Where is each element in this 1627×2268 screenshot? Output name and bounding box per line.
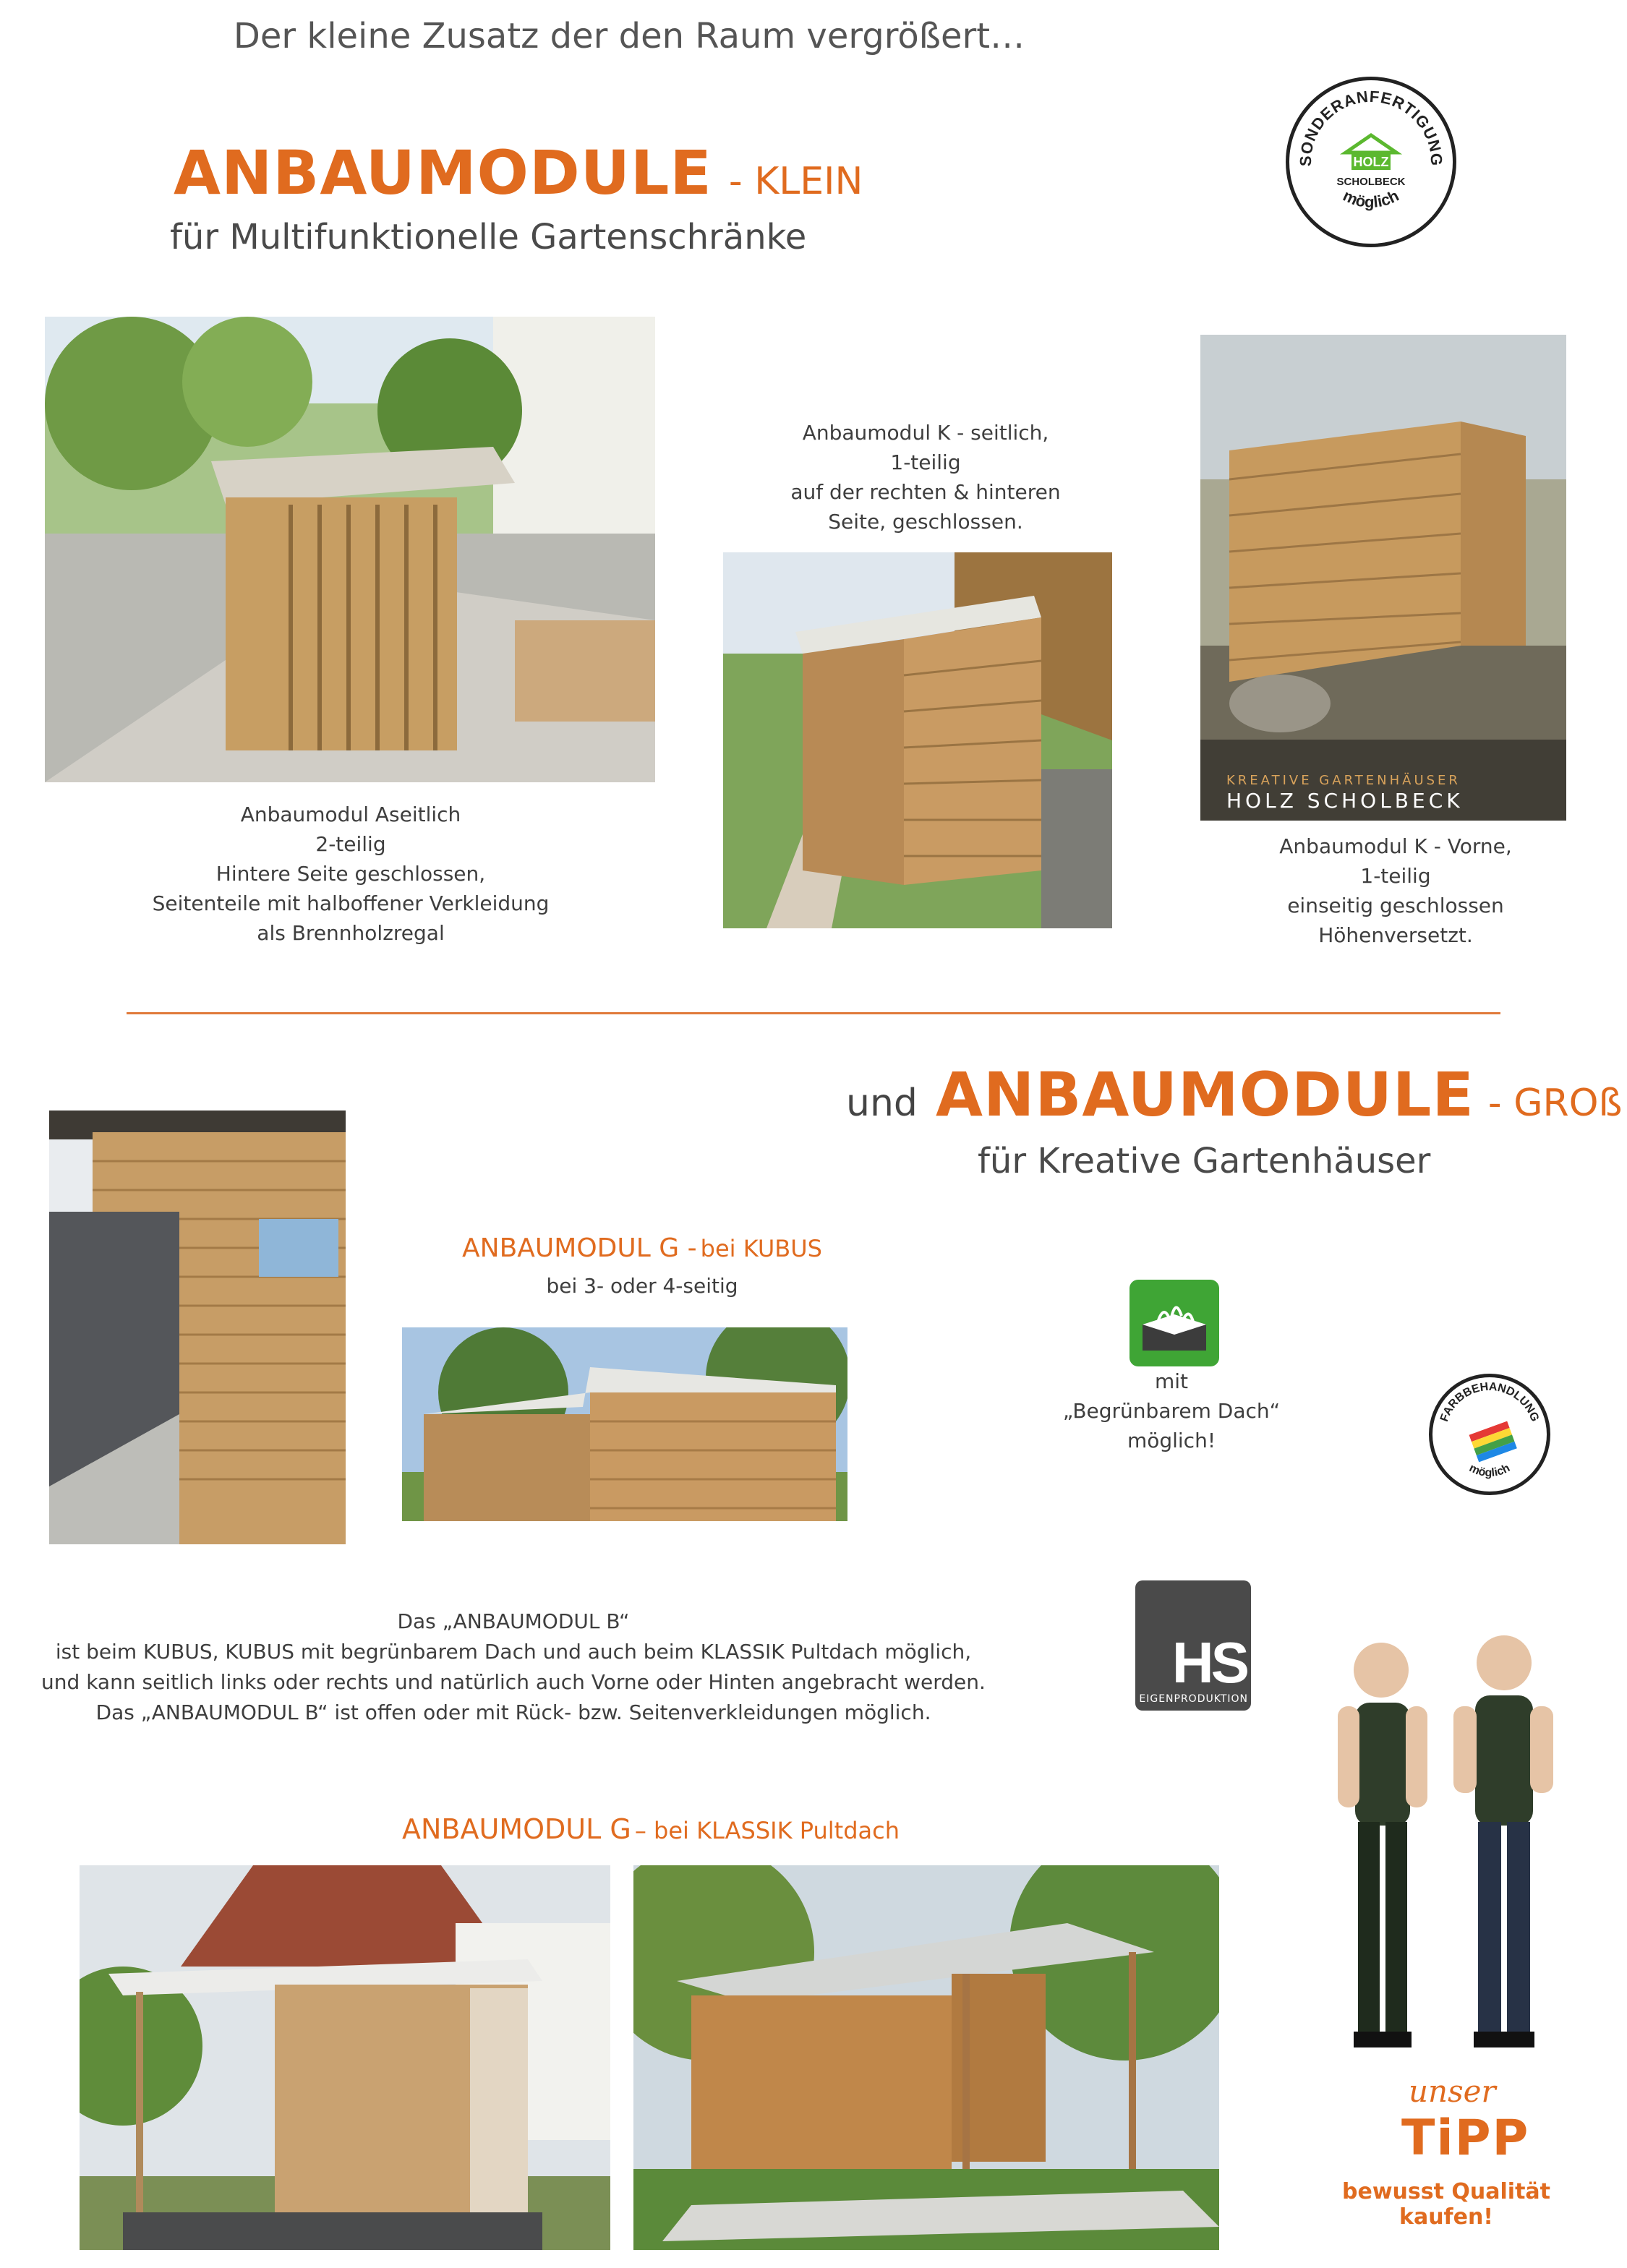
modul-b-line: und kann seitlich links oder rechts und natürlich auch Vorne oder Hinten angebracht werden. xyxy=(41,1670,986,1694)
sonder-badge-logo-sub: SCHOLBECK xyxy=(1336,176,1406,188)
subtitle-gross: für Kreative Gartenhäuser xyxy=(978,1141,1431,1181)
svg-text:möglich xyxy=(1341,187,1402,211)
section-divider xyxy=(127,1012,1500,1014)
caption-k-front-line: einseitig geschlossen xyxy=(1287,894,1504,917)
kubus-heading xyxy=(454,1233,830,1263)
caption-a-line: 2-teilig xyxy=(315,832,386,856)
caption-a-line: Anbaumodul Aseitlich xyxy=(240,803,461,826)
green-roof-icon xyxy=(1129,1280,1219,1366)
photo-anbaumodul-aseitlich xyxy=(45,317,655,782)
photo-anbaumodul-g-kubus xyxy=(402,1327,847,1521)
green-roof-line: „Begrünbarem Dach“ xyxy=(1062,1399,1281,1423)
sonder-badge-logo-word: HOLZ xyxy=(1353,155,1389,169)
farb-badge-bottom-text: möglich xyxy=(1467,1462,1512,1480)
tagline: Der kleine Zusatz der den Raum vergrößert… xyxy=(233,16,1025,56)
photo-anbaumodul-k-seitlich xyxy=(723,552,1112,928)
sonderanfertigung-badge-graphic xyxy=(1289,80,1453,244)
title-gross-suffix: - GROß xyxy=(1487,1082,1623,1125)
photo-anbaumodul-g-seite xyxy=(49,1111,346,1544)
kubus-heading-suffix: bei KUBUS xyxy=(700,1235,822,1262)
caption-a-line: als Brennholzregal xyxy=(257,921,445,945)
farbbehandlung-badge xyxy=(1429,1374,1550,1495)
title-klein xyxy=(174,137,863,208)
tipp-sub: bewusst Qualität kaufen! xyxy=(1342,2179,1550,2230)
team-photo xyxy=(1294,1627,1598,2075)
photo-anbaumodul-g-klassik-2 xyxy=(633,1865,1219,2250)
title-gross-main: ANBAUMODULE xyxy=(936,1059,1474,1130)
green-roof-line: mit xyxy=(1154,1369,1189,1393)
kubus-heading-main: ANBAUMODUL G - xyxy=(462,1233,697,1263)
caption-a-line: Seitenteile mit halboffener Verkleidung xyxy=(152,891,550,915)
sonder-badge-bottom-text: möglich xyxy=(1340,186,1402,211)
title-gross-prefix: und xyxy=(846,1082,918,1125)
hs-eigenproduktion-logo xyxy=(1135,1580,1251,1711)
green-roof-text xyxy=(1027,1366,1316,1455)
caption-k-front-line: 1-teilig xyxy=(1360,864,1431,888)
modul-b-line: Das „ANBAUMODUL B“ ist offen oder mit Rück- bzw. Seitenverkleidungen möglich. xyxy=(95,1700,931,1724)
modul-b-line: Das „ANBAUMODUL B“ xyxy=(397,1609,630,1633)
sonderanfertigung-badge xyxy=(1286,77,1456,247)
caption-anbaumodul-k-vorne xyxy=(1215,831,1576,950)
klassik-heading-suffix: – bei KLASSIK Pultdach xyxy=(634,1817,900,1844)
caption-anbaumodul-k-seitlich xyxy=(745,418,1106,536)
caption-k-side-line: 1-teilig xyxy=(890,450,961,474)
photo-anbaumodul-g-klassik-1 xyxy=(80,1865,610,2250)
caption-a-line: Hintere Seite geschlossen, xyxy=(215,862,486,886)
svg-text:FARBBEHANDLUNG xyxy=(1438,1381,1541,1424)
anbaumodul-b-text xyxy=(29,1606,998,1728)
caption-k-side-line: Anbaumodul K - seitlich, xyxy=(802,421,1049,445)
title-klein-main: ANBAUMODULE xyxy=(174,137,712,208)
green-roof-line: möglich! xyxy=(1127,1429,1216,1452)
sonder-badge-top-text: SONDERANFERTIGUNG xyxy=(1296,87,1446,167)
caption-k-front-line: Anbaumodul K - Vorne, xyxy=(1279,834,1512,858)
tipp-label: TiPP xyxy=(1401,2110,1530,2167)
title-klein-suffix: - KLEIN xyxy=(728,160,863,203)
title-gross xyxy=(846,1059,1622,1130)
hs-logo-sub: EIGENPRODUKTION xyxy=(1139,1693,1248,1705)
svg-text:möglich xyxy=(1467,1462,1512,1479)
caption-anbaumodul-aseitlich xyxy=(123,800,578,948)
photo-watermark-top: KREATIVE GARTENHÄUSER xyxy=(1226,773,1461,788)
modul-b-line: ist beim KUBUS, KUBUS mit begrünbarem Dach und auch beim KLASSIK Pultdach möglich, xyxy=(55,1640,972,1664)
farb-badge-top-text: FARBBEHANDLUNG xyxy=(1438,1380,1542,1424)
photo-watermark-brand: HOLZ SCHOLBECK xyxy=(1226,789,1464,813)
klassik-heading-main: ANBAUMODUL G xyxy=(402,1813,631,1845)
kubus-sub: bei 3- oder 4-seitig xyxy=(546,1274,738,1298)
subtitle-klein: für Multifunktionelle Gartenschränke xyxy=(170,217,807,257)
photo-anbaumodul-k-vorne xyxy=(1200,335,1566,821)
caption-k-side-line: Seite, geschlossen. xyxy=(828,510,1023,534)
caption-k-side-line: auf der rechten & hinteren xyxy=(790,480,1061,504)
tipp-unser: unser xyxy=(1409,2074,1496,2109)
caption-k-front-line: Höhenversetzt. xyxy=(1318,923,1473,947)
hs-logo-letters: HS xyxy=(1171,1630,1247,1695)
klassik-heading xyxy=(289,1813,1012,1845)
